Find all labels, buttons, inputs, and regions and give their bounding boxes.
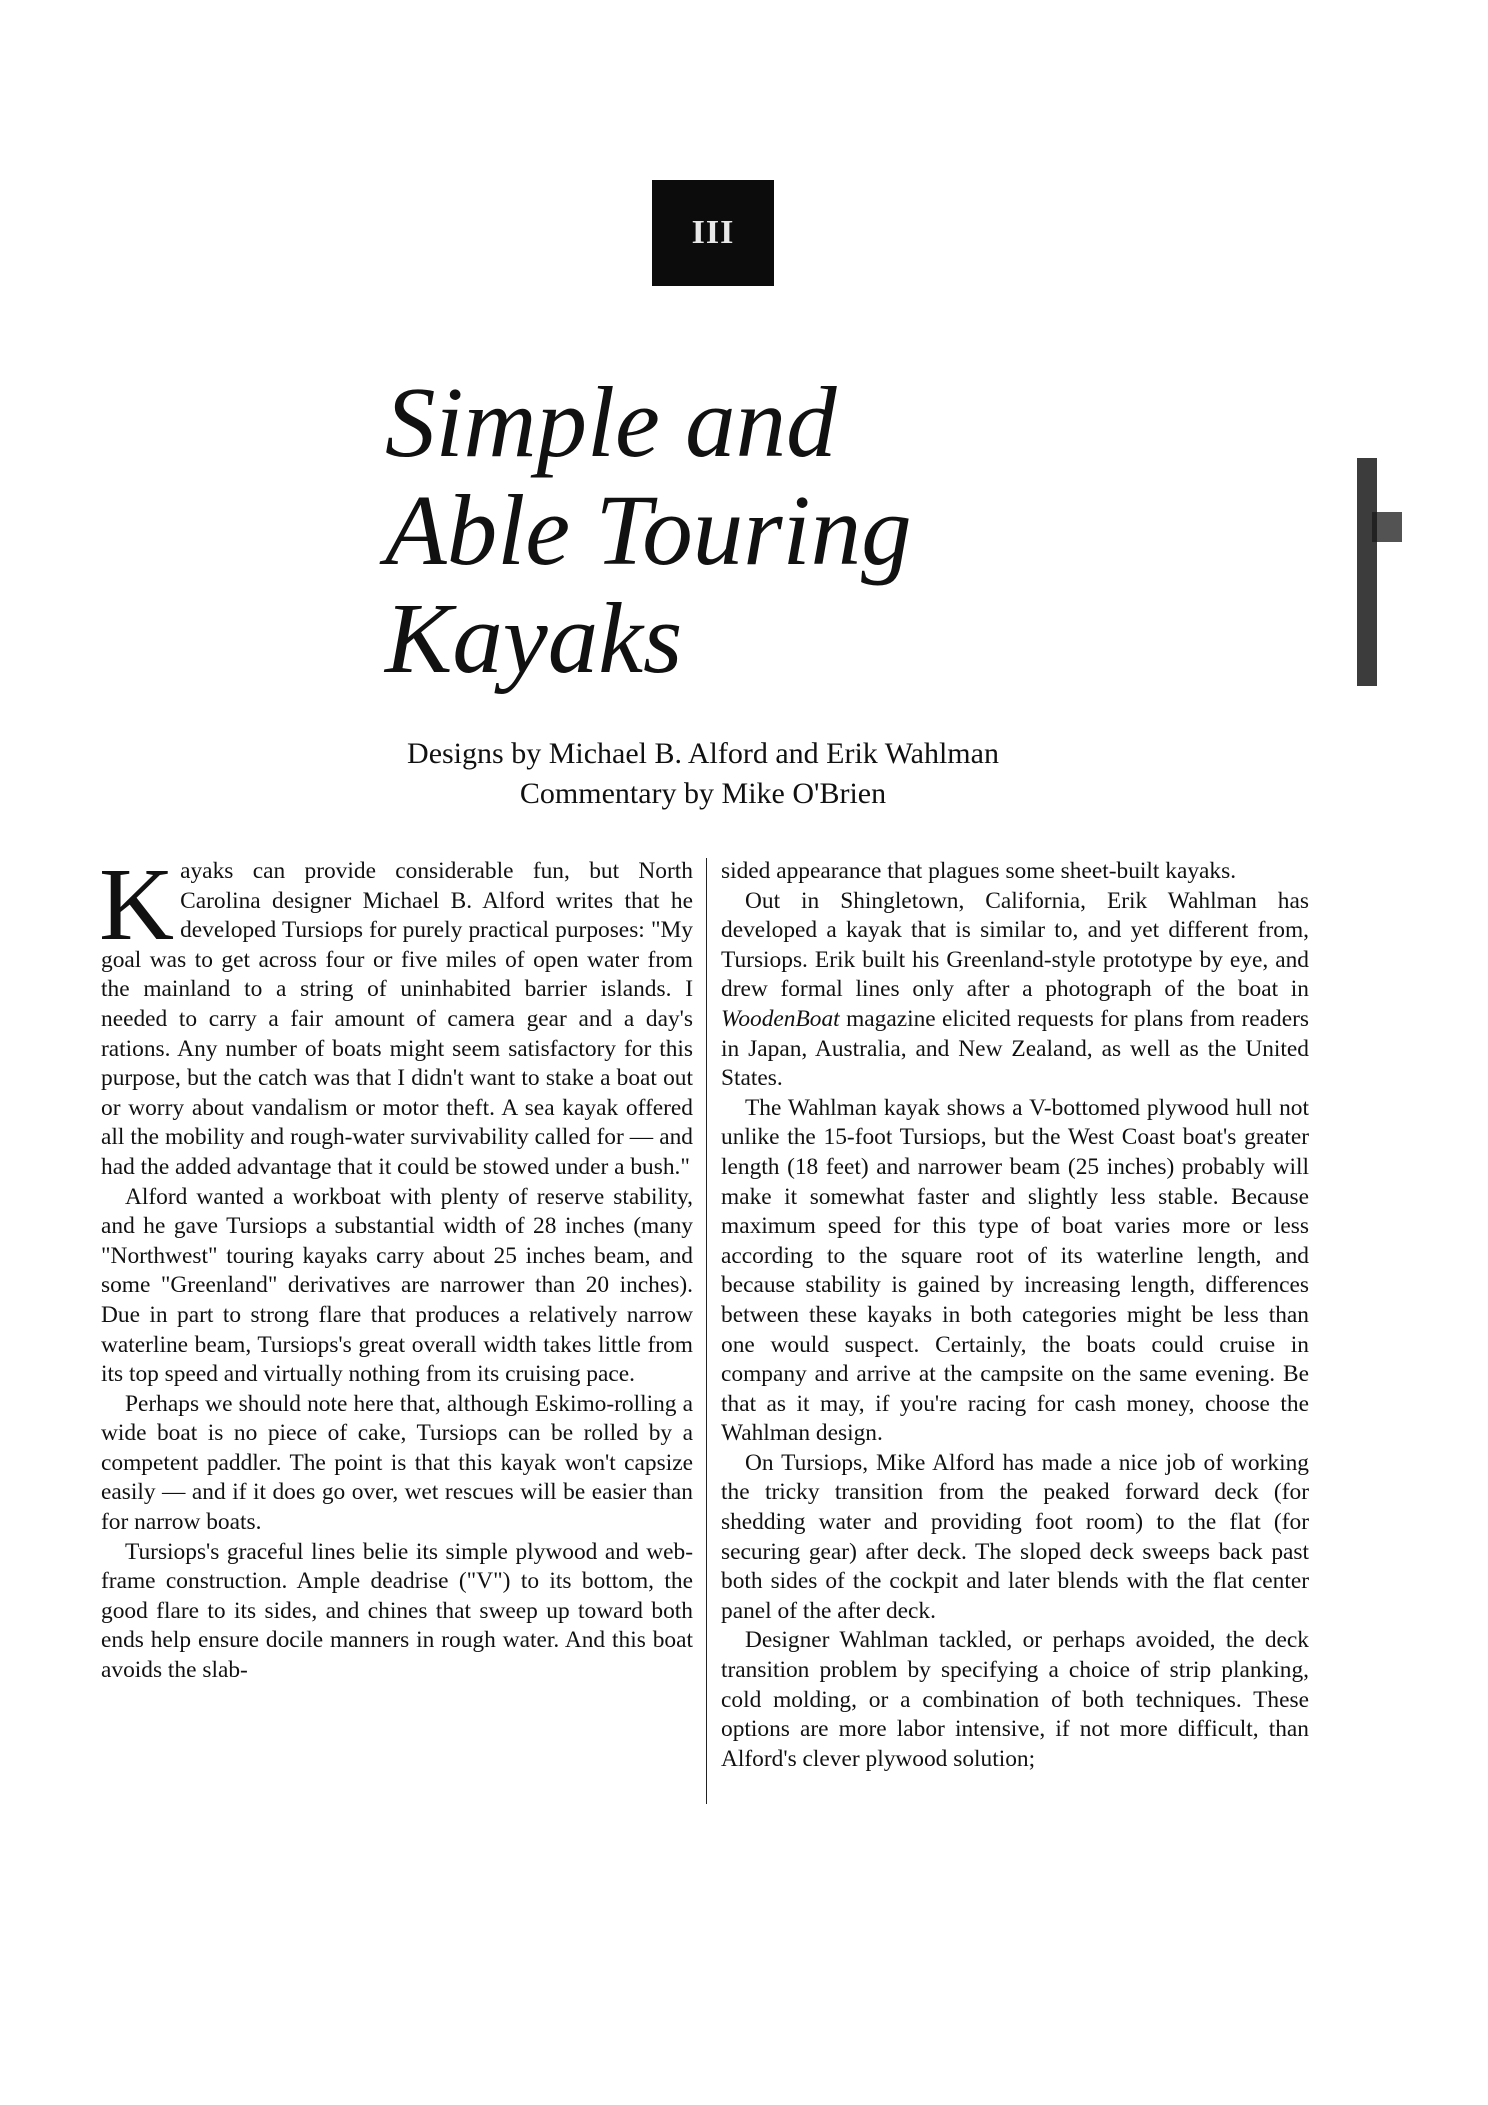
drop-cap: K [99,847,175,962]
paragraph: Designer Wahlman tackled, or perhaps avoided, the deck transition problem by specifying a choice of strip planking, cold molding, or a combination of both techniques. These options are more labor intensive, if not more difficult, than Alford's clever plywood solution; [721,1627,1309,1772]
chapter-numeral: III [691,214,735,251]
chapter-number-box [652,180,774,286]
chapter-title [385,368,1085,692]
paragraph: sided appearance that plagues some sheet-built kayaks. [721,858,1237,884]
paragraph: Tursiops's graceful lines belie its simple plywood and web-frame construction. Ample deadrise ("V") to its bottom, the good flare to its sides, and chines that sweep up toward both ends help ensure docile manners in rough water. And this boat avoids the slab- [101,1538,693,1684]
paragraph: Out in Shingletown, California, Erik Wahlman has developed a kayak that is similar to, and yet different from, Tursiops. Erik built his Greenland-style prototype by eye, and drew formal lines only after a photograph of the boat in WoodenBoat magazine elicited requests for plans from readers in Japan, Australia, and New Zealand, as well as the United States. [721,887,1309,1092]
left-column [99,847,693,1686]
right-column [721,857,1309,1774]
byline-designers: Designs by Michael B. Alford and Erik Wahlman [407,737,999,770]
title-line-1: Simple and [385,366,837,478]
column-divider [706,858,707,1804]
byline [383,734,1023,814]
paragraph: Alford wanted a workboat with plenty of reserve stability, and he gave Tursiops a substantial width of 28 inches (many "Northwest" touring kayaks carry about 25 inches beam, and some "Greenland" derivatives are narrower than 20 inches). Due in part to strong flare that produces a relatively narrow waterline beam, Tursiops's great overall width takes little from its top speed and virtually nothing from its cruising pace. [101,1183,693,1388]
page-edge-mark-notch [1372,512,1402,542]
title-line-3: Kayaks [385,582,683,694]
paragraph: Perhaps we should note here that, although Eskimo-rolling a wide boat is no piece of cake, Tursiops can be rolled by a competent paddler. The point is that this kayak won't capsize easily — and if it does go over, wet rescues will be easier than for narrow boats. [101,1390,693,1536]
page-edge-mark [1357,458,1377,686]
title-line-2: Able Touring [385,474,912,586]
paragraph: Kayaks can provide considerable fun, but North Carolina designer Michael B. Alford writes that he developed Tursiops for purely practical purposes: "My goal was to get across four or five miles of open water from the mainland to a string of uninhabited barrier islands. I needed to carry a fair amount of camera gear and a day's rations. Any number of boats might seem satisfactory for this purpose, but the catch was that I didn't want to stake a boat out or worry about vandalism or motor theft. A sea kayak offered all the mobility and rough-water survivability called for — and had the added advantage that it could be stowed under a bush." [99,847,693,1180]
byline-commentary: Commentary by Mike O'Brien [519,777,887,810]
paragraph: On Tursiops, Mike Alford has made a nice job of working the tricky transition from the peaked forward deck (for shedding water and providing foot room) to the flat (for securing gear) after deck. The sloped deck sweeps back past both sides of the cockpit and later blends with the flat center panel of the after deck. [721,1449,1309,1624]
paragraph: The Wahlman kayak shows a V-bottomed plywood hull not unlike the 15-foot Tursiops, but the West Coast boat's greater length (18 feet) and narrower beam (25 inches) probably will make it somewhat faster and slightly less stable. Because maximum speed for this type of boat varies more or less according to the square root of its waterline length, and because stability is gained by increasing length, differences between these kayaks in both categories might be less than one would suspect. Certainly, the boats could cruise in company and arrive at the campsite on the same evening. Be that as it may, if you're racing for cash money, choose the Wahlman design. [721,1094,1309,1447]
magazine-name: WoodenBoat [721,1005,840,1032]
